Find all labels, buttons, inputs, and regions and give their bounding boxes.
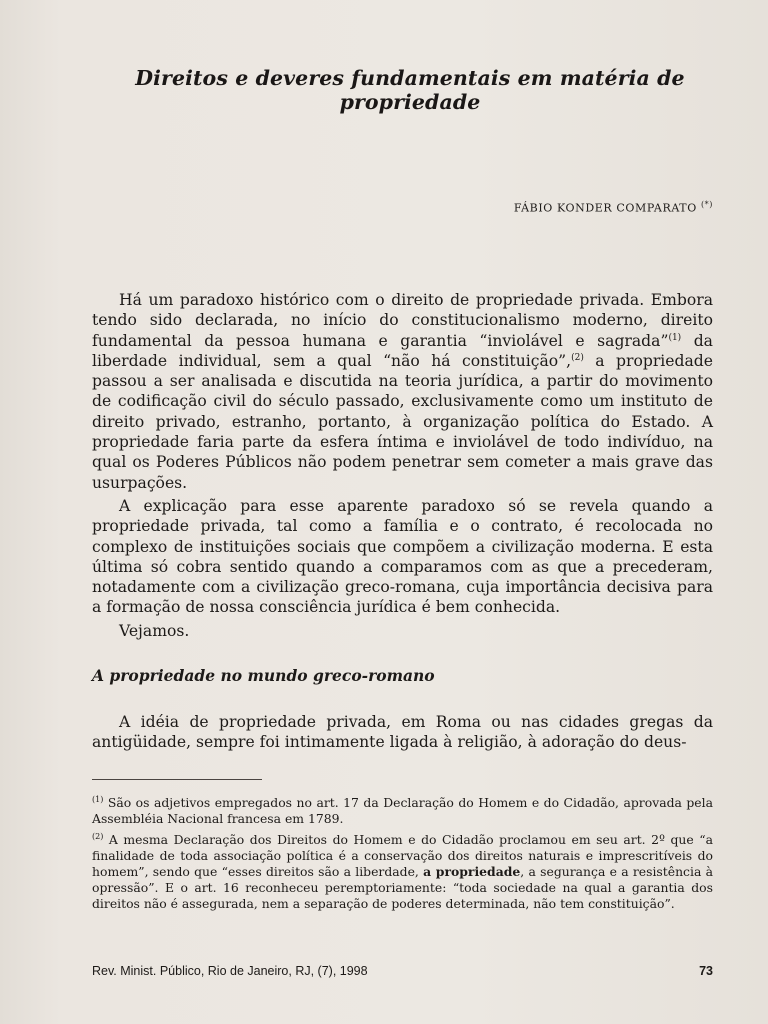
paragraph-1-part-b: da liberdade individual, sem a qual “não há constituição”, (92, 331, 713, 370)
footnote-1-text: São os adjetivos empregados no art. 17 da Declaração do Homem e do Cidadão, aprovada pela Assembléia Nacional francesa em 1789. (92, 795, 713, 827)
section-heading: A propriedade no mundo greco-romano (92, 666, 435, 685)
footnote-1 (92, 792, 713, 828)
paragraph-1-part-a: Há um paradoxo histórico com o direito de propriedade privada. Embora tendo sido declarada, no início do constitucionalismo moderno, direito fundamental da pessoa humana e garantia “inviolável e sagrada” (92, 291, 713, 350)
footnote-2-bold: a propriedade (423, 864, 521, 880)
footnote-2 (92, 829, 713, 913)
footnote-1-marker: (1) (92, 795, 104, 804)
footnote-ref-2: (2) (571, 352, 584, 363)
paragraph-3: Vejamos. (119, 621, 190, 640)
footnote-ref-1: (1) (668, 332, 682, 343)
footnote-divider (92, 779, 262, 780)
author-line (514, 200, 713, 215)
paragraph-2: A explicação para esse aparente paradoxo só se revela quando a propriedade privada, tal como a família e o contrato, é recolocada no complexo de instituições sociais que compõem a civilização moderna. E esta última só cobra sentido quando a comparamos com as que a precederam, notadamente com a civilização greco-romana, cuja importância decisiva para a formação de nossa consciência jurídica é bem conhecida. (92, 496, 713, 617)
section-body (92, 712, 713, 753)
journal-citation: Rev. Minist. Público, Rio de Janeiro, RJ, (7), 1998 (92, 964, 368, 978)
paragraph-1-part-c: a propriedade passou a ser analisada e discutida na teoria jurídica, a partir do movimento de codificação civil do século passado, exclusivamente como um instituto de direito privado, estranho, portanto, à organização política do Estado. A propriedade faria parte da esfera íntima e inviolável de todo indivíduo, na qual os Poderes Públicos não podem penetrar sem cometer a mais grave das usurpações. (92, 351, 713, 492)
author-note-marker: (*) (700, 200, 713, 209)
body-text (92, 290, 713, 641)
footnote-2-text-a: A mesma Declaração dos Direitos do Homem e do Cidadão proclamou em seu art. 2º que “a finalidade de toda associação política é a conservação dos direitos naturais e imprescritíveis do homem”, sendo que “esses direitos são a liberdade, (92, 831, 713, 880)
section-paragraph: A idéia de propriedade privada, em Roma ou nas cidades gregas da antigüidade, sempre foi intimamente ligada à religião, à adoração do deus- (92, 713, 713, 752)
footnote-2-text-b: , a segurança e a resistência à opressão”. E o art. 16 reconheceu peremptoriamente: “toda sociedade na qual a garantia dos direitos não é assegurada, nem a separação de poderes determinada, não tem constituição”. (92, 864, 713, 912)
footnotes (92, 792, 713, 913)
article-title: Direitos e deveres fundamentais em matéria de propriedade (135, 66, 685, 114)
page-footer (92, 964, 713, 978)
paragraph-1 (92, 290, 713, 493)
footnote-2-marker: (2) (92, 831, 104, 841)
author-name: FÁBIO KONDER COMPARATO (513, 201, 697, 215)
page-number: 73 (699, 964, 713, 978)
